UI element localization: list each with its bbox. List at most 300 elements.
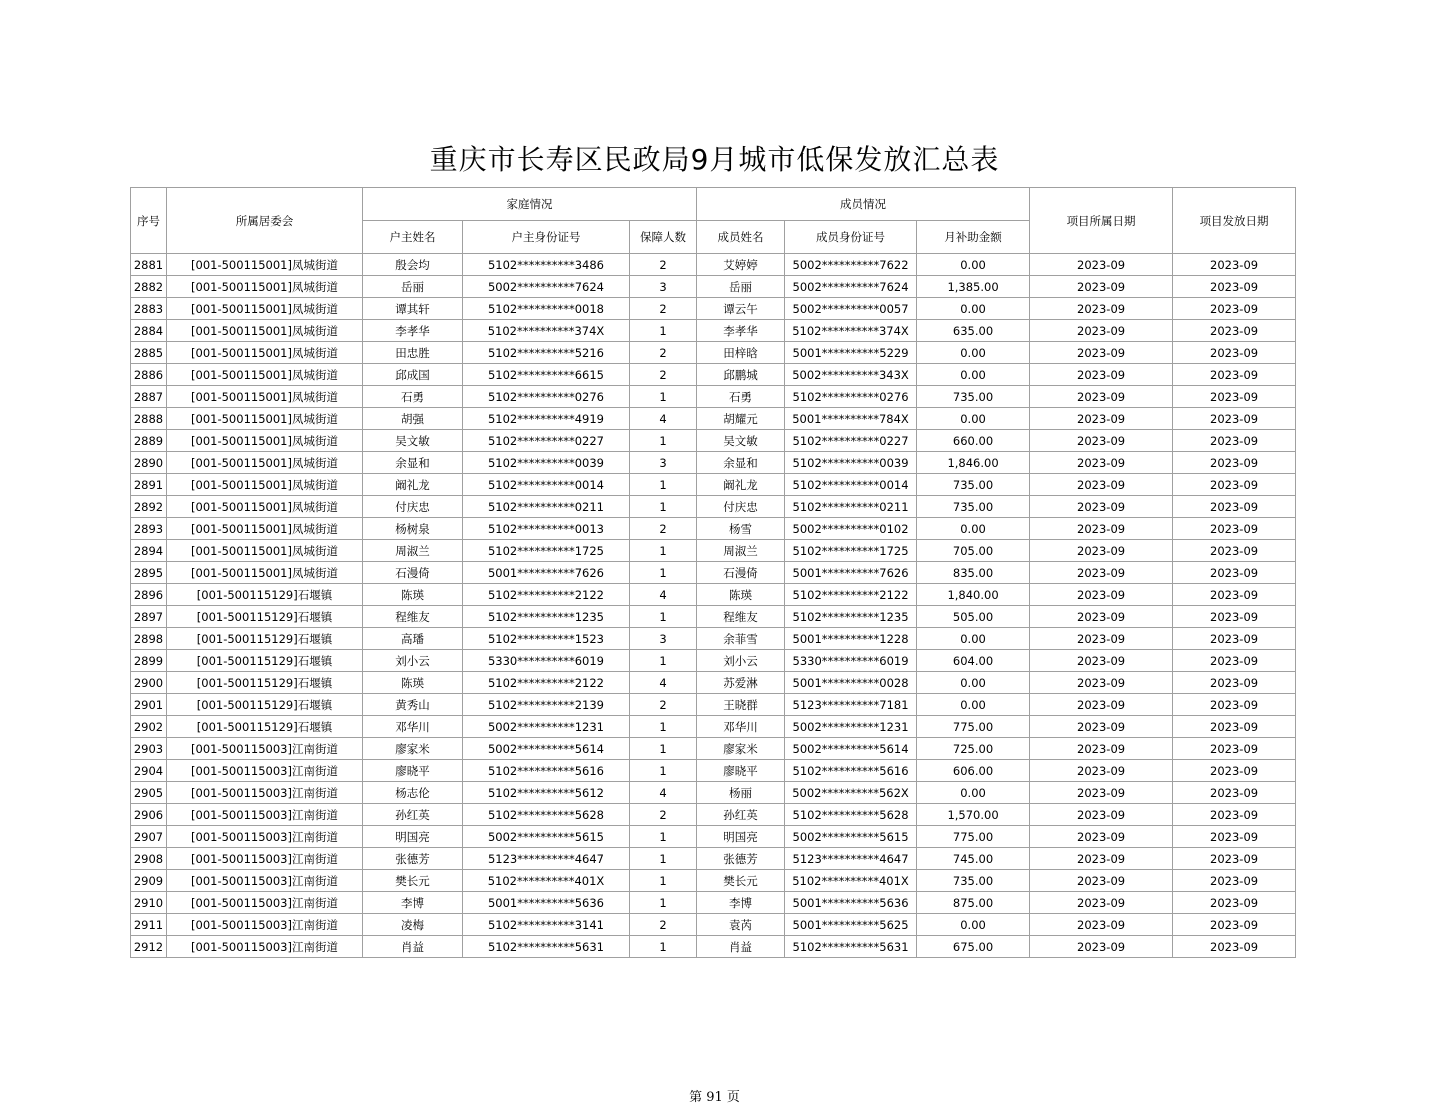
cell-project-date: 2023-09	[1030, 606, 1173, 628]
cell-member-name: 苏爱淋	[697, 672, 785, 694]
cell-project-date: 2023-09	[1030, 892, 1173, 914]
cell-head-id: 5123**********4647	[463, 848, 630, 870]
cell-covered-count: 3	[630, 276, 697, 298]
cell-covered-count: 1	[630, 430, 697, 452]
cell-committee: [001-500115001]凤城街道	[167, 518, 363, 540]
cell-head-id: 5102**********1725	[463, 540, 630, 562]
cell-project-date: 2023-09	[1030, 518, 1173, 540]
table-row	[131, 738, 1296, 760]
cell-monthly-amount: 875.00	[917, 892, 1030, 914]
cell-member-name: 杨丽	[697, 782, 785, 804]
cell-member-name: 付庆忠	[697, 496, 785, 518]
cell-release-date: 2023-09	[1173, 826, 1296, 848]
cell-committee: [001-500115003]江南街道	[167, 870, 363, 892]
cell-committee: [001-500115129]石堰镇	[167, 672, 363, 694]
cell-member-name: 田梓晗	[697, 342, 785, 364]
cell-project-date: 2023-09	[1030, 650, 1173, 672]
cell-member-id: 5001**********5636	[785, 892, 917, 914]
cell-committee: [001-500115003]江南街道	[167, 782, 363, 804]
cell-monthly-amount: 675.00	[917, 936, 1030, 958]
cell-release-date: 2023-09	[1173, 628, 1296, 650]
cell-monthly-amount: 606.00	[917, 760, 1030, 782]
cell-project-date: 2023-09	[1030, 408, 1173, 430]
cell-member-id: 5002**********1231	[785, 716, 917, 738]
cell-release-date: 2023-09	[1173, 606, 1296, 628]
cell-project-date: 2023-09	[1030, 452, 1173, 474]
cell-seq: 2893	[131, 518, 167, 540]
cell-release-date: 2023-09	[1173, 738, 1296, 760]
cell-seq: 2905	[131, 782, 167, 804]
cell-head-name: 付庆忠	[363, 496, 463, 518]
cell-committee: [001-500115001]凤城街道	[167, 562, 363, 584]
cell-monthly-amount: 0.00	[917, 914, 1030, 936]
table-row	[131, 694, 1296, 716]
cell-head-name: 吴文敏	[363, 430, 463, 452]
table-row	[131, 386, 1296, 408]
cell-head-name: 邓华川	[363, 716, 463, 738]
cell-member-id: 5001**********5229	[785, 342, 917, 364]
cell-head-name: 廖晓平	[363, 760, 463, 782]
cell-head-id: 5002**********1231	[463, 716, 630, 738]
cell-monthly-amount: 775.00	[917, 716, 1030, 738]
cell-head-name: 刘小云	[363, 650, 463, 672]
cell-committee: [001-500115003]江南街道	[167, 738, 363, 760]
table-row	[131, 936, 1296, 958]
cell-covered-count: 1	[630, 738, 697, 760]
cell-monthly-amount: 775.00	[917, 826, 1030, 848]
cell-member-id: 5102**********0276	[785, 386, 917, 408]
cell-head-id: 5102**********5631	[463, 936, 630, 958]
cell-committee: [001-500115003]江南街道	[167, 760, 363, 782]
cell-committee: [001-500115001]凤城街道	[167, 540, 363, 562]
cell-release-date: 2023-09	[1173, 430, 1296, 452]
cell-head-id: 5102**********5612	[463, 782, 630, 804]
cell-member-id: 5002**********0102	[785, 518, 917, 540]
cell-project-date: 2023-09	[1030, 628, 1173, 650]
cell-member-name: 张德芳	[697, 848, 785, 870]
cell-head-name: 谭其轩	[363, 298, 463, 320]
cell-committee: [001-500115129]石堰镇	[167, 650, 363, 672]
table-row	[131, 496, 1296, 518]
cell-member-id: 5102**********5616	[785, 760, 917, 782]
cell-release-date: 2023-09	[1173, 848, 1296, 870]
cell-member-name: 胡耀元	[697, 408, 785, 430]
cell-member-id: 5002**********7624	[785, 276, 917, 298]
cell-covered-count: 1	[630, 848, 697, 870]
table-row	[131, 760, 1296, 782]
cell-seq: 2903	[131, 738, 167, 760]
table-row	[131, 452, 1296, 474]
cell-seq: 2906	[131, 804, 167, 826]
cell-committee: [001-500115003]江南街道	[167, 892, 363, 914]
cell-committee: [001-500115003]江南街道	[167, 936, 363, 958]
cell-member-name: 石勇	[697, 386, 785, 408]
cell-monthly-amount: 0.00	[917, 364, 1030, 386]
cell-covered-count: 1	[630, 320, 697, 342]
cell-covered-count: 4	[630, 408, 697, 430]
cell-member-name: 廖家米	[697, 738, 785, 760]
cell-head-name: 岳丽	[363, 276, 463, 298]
cell-release-date: 2023-09	[1173, 716, 1296, 738]
col-header-member-name: 成员姓名	[697, 221, 785, 254]
cell-covered-count: 2	[630, 364, 697, 386]
cell-head-id: 5102**********401X	[463, 870, 630, 892]
cell-seq: 2900	[131, 672, 167, 694]
cell-head-name: 明国亮	[363, 826, 463, 848]
cell-release-date: 2023-09	[1173, 562, 1296, 584]
cell-member-name: 艾婷婷	[697, 254, 785, 276]
cell-covered-count: 4	[630, 584, 697, 606]
table-row	[131, 606, 1296, 628]
cell-head-name: 陈瑛	[363, 584, 463, 606]
cell-monthly-amount: 0.00	[917, 694, 1030, 716]
cell-committee: [001-500115129]石堰镇	[167, 694, 363, 716]
cell-release-date: 2023-09	[1173, 518, 1296, 540]
table-row	[131, 804, 1296, 826]
cell-head-name: 樊长元	[363, 870, 463, 892]
cell-covered-count: 2	[630, 518, 697, 540]
cell-member-name: 谭云午	[697, 298, 785, 320]
cell-head-name: 孙红英	[363, 804, 463, 826]
cell-release-date: 2023-09	[1173, 782, 1296, 804]
cell-seq: 2899	[131, 650, 167, 672]
table-body	[131, 254, 1296, 958]
cell-monthly-amount: 1,840.00	[917, 584, 1030, 606]
cell-covered-count: 3	[630, 452, 697, 474]
cell-covered-count: 4	[630, 782, 697, 804]
cell-head-id: 5002**********5614	[463, 738, 630, 760]
cell-monthly-amount: 0.00	[917, 672, 1030, 694]
cell-member-name: 邓华川	[697, 716, 785, 738]
cell-covered-count: 1	[630, 474, 697, 496]
cell-seq: 2894	[131, 540, 167, 562]
table-row	[131, 848, 1296, 870]
cell-head-id: 5102**********0013	[463, 518, 630, 540]
table-row	[131, 914, 1296, 936]
cell-seq: 2890	[131, 452, 167, 474]
cell-release-date: 2023-09	[1173, 298, 1296, 320]
cell-release-date: 2023-09	[1173, 386, 1296, 408]
cell-head-id: 5102**********0018	[463, 298, 630, 320]
cell-covered-count: 2	[630, 694, 697, 716]
cell-member-id: 5002**********343X	[785, 364, 917, 386]
cell-member-name: 廖晓平	[697, 760, 785, 782]
cell-committee: [001-500115001]凤城街道	[167, 342, 363, 364]
cell-member-id: 5102**********1235	[785, 606, 917, 628]
cell-head-id: 5102**********2122	[463, 672, 630, 694]
cell-member-name: 孙红英	[697, 804, 785, 826]
table-row	[131, 870, 1296, 892]
cell-head-id: 5102**********4919	[463, 408, 630, 430]
cell-seq: 2897	[131, 606, 167, 628]
cell-project-date: 2023-09	[1030, 342, 1173, 364]
cell-member-id: 5001**********0028	[785, 672, 917, 694]
group-header-member: 成员情况	[697, 188, 1030, 221]
cell-member-name: 肖益	[697, 936, 785, 958]
cell-head-name: 胡强	[363, 408, 463, 430]
cell-monthly-amount: 735.00	[917, 870, 1030, 892]
cell-release-date: 2023-09	[1173, 584, 1296, 606]
col-header-seq: 序号	[131, 188, 167, 254]
table-row	[131, 540, 1296, 562]
cell-seq: 2889	[131, 430, 167, 452]
col-header-head-id: 户主身份证号	[463, 221, 630, 254]
cell-committee: [001-500115001]凤城街道	[167, 430, 363, 452]
cell-member-name: 袁芮	[697, 914, 785, 936]
cell-release-date: 2023-09	[1173, 760, 1296, 782]
cell-head-id: 5102**********1523	[463, 628, 630, 650]
cell-member-id: 5001**********784X	[785, 408, 917, 430]
cell-member-name: 樊长元	[697, 870, 785, 892]
cell-member-id: 5002**********7622	[785, 254, 917, 276]
cell-committee: [001-500115001]凤城街道	[167, 474, 363, 496]
cell-head-name: 肖益	[363, 936, 463, 958]
group-header-family: 家庭情况	[363, 188, 697, 221]
cell-release-date: 2023-09	[1173, 364, 1296, 386]
cell-covered-count: 1	[630, 386, 697, 408]
cell-head-id: 5102**********3141	[463, 914, 630, 936]
table-row	[131, 628, 1296, 650]
cell-head-name: 张德芳	[363, 848, 463, 870]
cell-seq: 2892	[131, 496, 167, 518]
cell-seq: 2886	[131, 364, 167, 386]
cell-committee: [001-500115001]凤城街道	[167, 320, 363, 342]
cell-monthly-amount: 735.00	[917, 386, 1030, 408]
cell-member-id: 5102**********5631	[785, 936, 917, 958]
cell-head-id: 5102**********5216	[463, 342, 630, 364]
cell-monthly-amount: 0.00	[917, 342, 1030, 364]
cell-head-name: 凌梅	[363, 914, 463, 936]
cell-seq: 2911	[131, 914, 167, 936]
cell-monthly-amount: 604.00	[917, 650, 1030, 672]
cell-head-id: 5001**********5636	[463, 892, 630, 914]
cell-release-date: 2023-09	[1173, 672, 1296, 694]
cell-head-name: 杨树泉	[363, 518, 463, 540]
cell-release-date: 2023-09	[1173, 804, 1296, 826]
cell-monthly-amount: 735.00	[917, 474, 1030, 496]
cell-release-date: 2023-09	[1173, 408, 1296, 430]
cell-project-date: 2023-09	[1030, 760, 1173, 782]
cell-monthly-amount: 705.00	[917, 540, 1030, 562]
table-header	[131, 188, 1296, 254]
col-header-committee: 所属居委会	[167, 188, 363, 254]
cell-member-id: 5330**********6019	[785, 650, 917, 672]
cell-seq: 2888	[131, 408, 167, 430]
cell-committee: [001-500115129]石堰镇	[167, 584, 363, 606]
cell-seq: 2883	[131, 298, 167, 320]
cell-monthly-amount: 1,385.00	[917, 276, 1030, 298]
cell-head-id: 5102**********0276	[463, 386, 630, 408]
cell-monthly-amount: 0.00	[917, 518, 1030, 540]
col-header-release-date: 项目发放日期	[1173, 188, 1296, 254]
cell-monthly-amount: 0.00	[917, 782, 1030, 804]
cell-monthly-amount: 1,846.00	[917, 452, 1030, 474]
cell-release-date: 2023-09	[1173, 474, 1296, 496]
cell-monthly-amount: 0.00	[917, 628, 1030, 650]
cell-monthly-amount: 0.00	[917, 298, 1030, 320]
cell-head-name: 殷会均	[363, 254, 463, 276]
col-header-member-id: 成员身份证号	[785, 221, 917, 254]
cell-head-id: 5102**********5616	[463, 760, 630, 782]
cell-monthly-amount: 735.00	[917, 496, 1030, 518]
cell-head-name: 石勇	[363, 386, 463, 408]
cell-monthly-amount: 0.00	[917, 254, 1030, 276]
cell-member-name: 阚礼龙	[697, 474, 785, 496]
cell-member-id: 5102**********0227	[785, 430, 917, 452]
cell-head-id: 5102**********3486	[463, 254, 630, 276]
cell-committee: [001-500115001]凤城街道	[167, 364, 363, 386]
cell-head-id: 5102**********0211	[463, 496, 630, 518]
table-row	[131, 474, 1296, 496]
table-row	[131, 716, 1296, 738]
cell-member-id: 5002**********5614	[785, 738, 917, 760]
cell-seq: 2904	[131, 760, 167, 782]
cell-project-date: 2023-09	[1030, 540, 1173, 562]
cell-seq: 2885	[131, 342, 167, 364]
cell-committee: [001-500115129]石堰镇	[167, 716, 363, 738]
cell-covered-count: 1	[630, 892, 697, 914]
cell-monthly-amount: 725.00	[917, 738, 1030, 760]
cell-seq: 2902	[131, 716, 167, 738]
cell-committee: [001-500115129]石堰镇	[167, 606, 363, 628]
cell-member-id: 5123**********7181	[785, 694, 917, 716]
cell-covered-count: 1	[630, 496, 697, 518]
cell-head-name: 高璠	[363, 628, 463, 650]
cell-project-date: 2023-09	[1030, 782, 1173, 804]
table-row	[131, 650, 1296, 672]
cell-release-date: 2023-09	[1173, 870, 1296, 892]
cell-seq: 2909	[131, 870, 167, 892]
cell-member-name: 陈瑛	[697, 584, 785, 606]
cell-committee: [001-500115001]凤城街道	[167, 276, 363, 298]
cell-head-id: 5330**********6019	[463, 650, 630, 672]
cell-head-id: 5102**********0014	[463, 474, 630, 496]
cell-project-date: 2023-09	[1030, 254, 1173, 276]
cell-project-date: 2023-09	[1030, 936, 1173, 958]
cell-project-date: 2023-09	[1030, 738, 1173, 760]
cell-monthly-amount: 635.00	[917, 320, 1030, 342]
cell-project-date: 2023-09	[1030, 474, 1173, 496]
table-row	[131, 364, 1296, 386]
cell-covered-count: 1	[630, 540, 697, 562]
cell-member-id: 5102**********5628	[785, 804, 917, 826]
cell-project-date: 2023-09	[1030, 364, 1173, 386]
cell-committee: [001-500115003]江南街道	[167, 826, 363, 848]
cell-seq: 2881	[131, 254, 167, 276]
cell-project-date: 2023-09	[1030, 276, 1173, 298]
cell-monthly-amount: 505.00	[917, 606, 1030, 628]
cell-seq: 2912	[131, 936, 167, 958]
cell-head-id: 5102**********2122	[463, 584, 630, 606]
cell-monthly-amount: 745.00	[917, 848, 1030, 870]
cell-member-name: 周淑兰	[697, 540, 785, 562]
cell-committee: [001-500115001]凤城街道	[167, 386, 363, 408]
cell-seq: 2901	[131, 694, 167, 716]
table-row	[131, 782, 1296, 804]
cell-release-date: 2023-09	[1173, 496, 1296, 518]
cell-monthly-amount: 0.00	[917, 408, 1030, 430]
cell-release-date: 2023-09	[1173, 276, 1296, 298]
col-header-covered-count: 保障人数	[630, 221, 697, 254]
cell-project-date: 2023-09	[1030, 386, 1173, 408]
cell-head-name: 周淑兰	[363, 540, 463, 562]
cell-member-name: 吴文敏	[697, 430, 785, 452]
cell-seq: 2896	[131, 584, 167, 606]
page-number: 第 91 页	[689, 1090, 740, 1105]
cell-project-date: 2023-09	[1030, 716, 1173, 738]
cell-head-id: 5102**********2139	[463, 694, 630, 716]
cell-covered-count: 2	[630, 298, 697, 320]
table-row	[131, 672, 1296, 694]
table-row	[131, 408, 1296, 430]
cell-head-id: 5102**********5628	[463, 804, 630, 826]
cell-member-name: 李孝华	[697, 320, 785, 342]
cell-member-name: 石漫倚	[697, 562, 785, 584]
cell-covered-count: 1	[630, 760, 697, 782]
cell-head-id: 5102**********1235	[463, 606, 630, 628]
col-header-monthly-amount: 月补助金额	[917, 221, 1030, 254]
cell-committee: [001-500115003]江南街道	[167, 914, 363, 936]
cell-head-id: 5102**********6615	[463, 364, 630, 386]
cell-head-name: 李孝华	[363, 320, 463, 342]
page-title: 重庆市长寿区民政局9月城市低保发放汇总表	[429, 143, 1000, 176]
cell-member-id: 5102**********401X	[785, 870, 917, 892]
cell-seq: 2884	[131, 320, 167, 342]
table-row	[131, 518, 1296, 540]
cell-head-id: 5002**********7624	[463, 276, 630, 298]
table-row	[131, 320, 1296, 342]
cell-seq: 2895	[131, 562, 167, 584]
cell-head-name: 田忠胜	[363, 342, 463, 364]
cell-covered-count: 2	[630, 342, 697, 364]
cell-covered-count: 1	[630, 870, 697, 892]
cell-member-name: 刘小云	[697, 650, 785, 672]
cell-covered-count: 1	[630, 650, 697, 672]
cell-committee: [001-500115001]凤城街道	[167, 254, 363, 276]
cell-covered-count: 3	[630, 628, 697, 650]
cell-member-name: 王晓群	[697, 694, 785, 716]
cell-monthly-amount: 1,570.00	[917, 804, 1030, 826]
cell-project-date: 2023-09	[1030, 562, 1173, 584]
col-header-project-date: 项目所属日期	[1030, 188, 1173, 254]
cell-committee: [001-500115003]江南街道	[167, 804, 363, 826]
cell-head-name: 石漫倚	[363, 562, 463, 584]
cell-member-id: 5002**********562X	[785, 782, 917, 804]
cell-covered-count: 2	[630, 914, 697, 936]
cell-head-name: 杨志伦	[363, 782, 463, 804]
cell-member-id: 5102**********0211	[785, 496, 917, 518]
cell-member-id: 5102**********0039	[785, 452, 917, 474]
cell-head-name: 阚礼龙	[363, 474, 463, 496]
cell-member-name: 邱鹏城	[697, 364, 785, 386]
table-row	[131, 298, 1296, 320]
cell-committee: [001-500115003]江南街道	[167, 848, 363, 870]
cell-seq: 2908	[131, 848, 167, 870]
cell-committee: [001-500115001]凤城街道	[167, 408, 363, 430]
cell-covered-count: 1	[630, 826, 697, 848]
cell-head-name: 廖家米	[363, 738, 463, 760]
cell-head-name: 余显和	[363, 452, 463, 474]
cell-release-date: 2023-09	[1173, 254, 1296, 276]
cell-head-name: 黄秀山	[363, 694, 463, 716]
table-row	[131, 826, 1296, 848]
cell-head-id: 5002**********5615	[463, 826, 630, 848]
cell-release-date: 2023-09	[1173, 914, 1296, 936]
cell-member-name: 余显和	[697, 452, 785, 474]
cell-covered-count: 1	[630, 936, 697, 958]
cell-head-id: 5102**********0227	[463, 430, 630, 452]
cell-member-id: 5001**********1228	[785, 628, 917, 650]
